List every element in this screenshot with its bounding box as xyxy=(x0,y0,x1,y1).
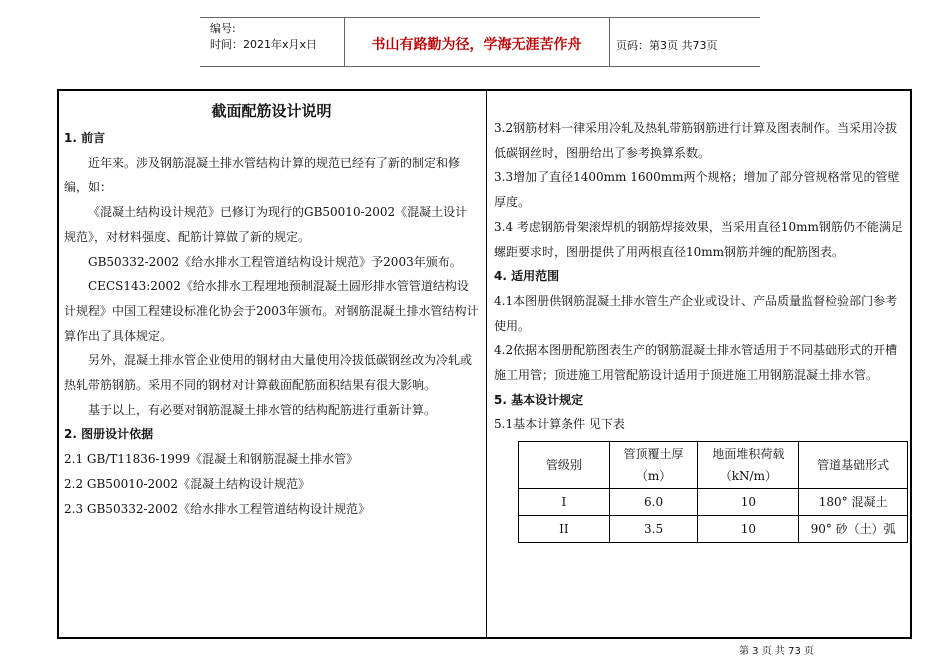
page-footer: 第 3 页 共 73 页 xyxy=(739,646,814,657)
table-header-cell: 管道基础形式 xyxy=(799,442,908,489)
table-cell: 6.0 xyxy=(609,489,698,516)
table-header-row xyxy=(519,442,908,489)
column-divider xyxy=(486,89,487,639)
header-rule-top xyxy=(200,17,760,18)
header-divider xyxy=(609,17,610,66)
list-item: 5.1基本计算条件 见下表 xyxy=(494,417,625,432)
paragraph: 另外，混凝土排水管企业使用的钢材由大量使用冷拔低碳钢丝改为冷轧或热轧带筋钢筋。采用不同的钢材对计算截面配筋面积结果有很大影响。 xyxy=(64,353,473,393)
table-cell: 3.5 xyxy=(609,516,698,543)
right-column xyxy=(494,116,908,543)
table-cell: II xyxy=(519,516,610,543)
list-item: 4.2依据本图册配筋图表生产的钢筋混凝土排水管适用于不同基础形式的开槽施工用管；顶进施工用管配筋设计适用于顶进施工用钢筋混凝土排水管。 xyxy=(494,343,898,383)
left-column xyxy=(64,96,479,521)
section-heading-1: 1. 前言 xyxy=(64,131,106,145)
table-header-cell: 地面堆积荷载 （kN/m） xyxy=(698,442,799,489)
list-item: 2.1 GB/T11836-1999《混凝土和钢筋混凝土排水管》 xyxy=(64,452,359,467)
list-item: 4.1本图册供钢筋混凝土排水管生产企业或设计、产品质量监督检验部门参考使用。 xyxy=(494,293,898,333)
table-cell: 90° 砂（土）弧 xyxy=(799,516,908,543)
header-page-info: 页码：第3页 共73页 xyxy=(616,39,718,52)
section-heading-5: 5. 基本设计规定 xyxy=(494,392,584,407)
list-item: 2.2 GB50010-2002《混凝土结构设计规范》 xyxy=(64,476,311,491)
table-cell: 180° 混凝土 xyxy=(799,489,908,516)
paragraph: 近年来。涉及钢筋混凝土排水管结构计算的规范已经有了新的制定和修编，如： xyxy=(64,155,461,195)
list-item: 2.3 GB50332-2002《给水排水工程管道结构设计规范》 xyxy=(64,501,371,516)
list-item: 3.2钢筋材料一律采用冷轧及热轧带筋钢筋进行计算及图表制作。当采用冷拔低碳钢丝时，图册给出了参考换算系数。 xyxy=(494,121,898,160)
header-rule-bottom xyxy=(200,66,760,67)
paragraph: GB50332-2002《给水排水工程管道结构设计规范》予2003年颁布。 xyxy=(88,254,462,269)
table-row xyxy=(519,516,908,543)
section-heading-4: 4. 适用范围 xyxy=(494,269,560,284)
document-title: 截面配筋设计说明 xyxy=(211,102,332,120)
table-cell: 10 xyxy=(698,516,799,543)
paragraph: 基于以上，有必要对钢筋混凝土排水管的结构配筋进行重新计算。 xyxy=(88,402,437,417)
header-motto: 书山有路勤为径，学海无涯苦作舟 xyxy=(371,37,582,53)
table-cell: 10 xyxy=(698,489,799,516)
design-conditions-table xyxy=(518,441,908,543)
table-header-cell: 管顶覆土厚 （m） xyxy=(609,442,698,489)
table-cell: I xyxy=(519,489,610,516)
list-item: 3.4 考虑钢筋骨架滚焊机的钢筋焊接效果，当采用直径10mm钢筋仍不能满足螺距要求时，图册提供了用两根直径10mm钢筋并缠的配筋图表。 xyxy=(494,219,903,259)
list-item: 3.3增加了直径1400mm 1600mm两个规格；增加了部分管规格常见的管壁厚度。 xyxy=(494,170,900,210)
paragraph: 《混凝土结构设计规范》已修订为现行的GB50010-2002《混凝土设计规范》，对材料强度、配筋计算做了新的规定。 xyxy=(64,205,468,244)
document-date: 时间：2021年x月x日 xyxy=(210,38,318,51)
section-heading-2: 2. 图册设计依据 xyxy=(64,427,154,442)
table-row xyxy=(519,489,908,516)
paragraph: CECS143:2002《给水排水工程埋地预制混凝土圆形排水管管道结构设计规程》中国工程建设标准化协会于2003年颁布。对钢筋混凝土排水管结构计算作出了具体规定。 xyxy=(64,279,479,343)
header-meta xyxy=(210,21,317,53)
table-header-cell: 管级别 xyxy=(519,442,610,489)
document-number-label: 编号: xyxy=(210,22,236,35)
